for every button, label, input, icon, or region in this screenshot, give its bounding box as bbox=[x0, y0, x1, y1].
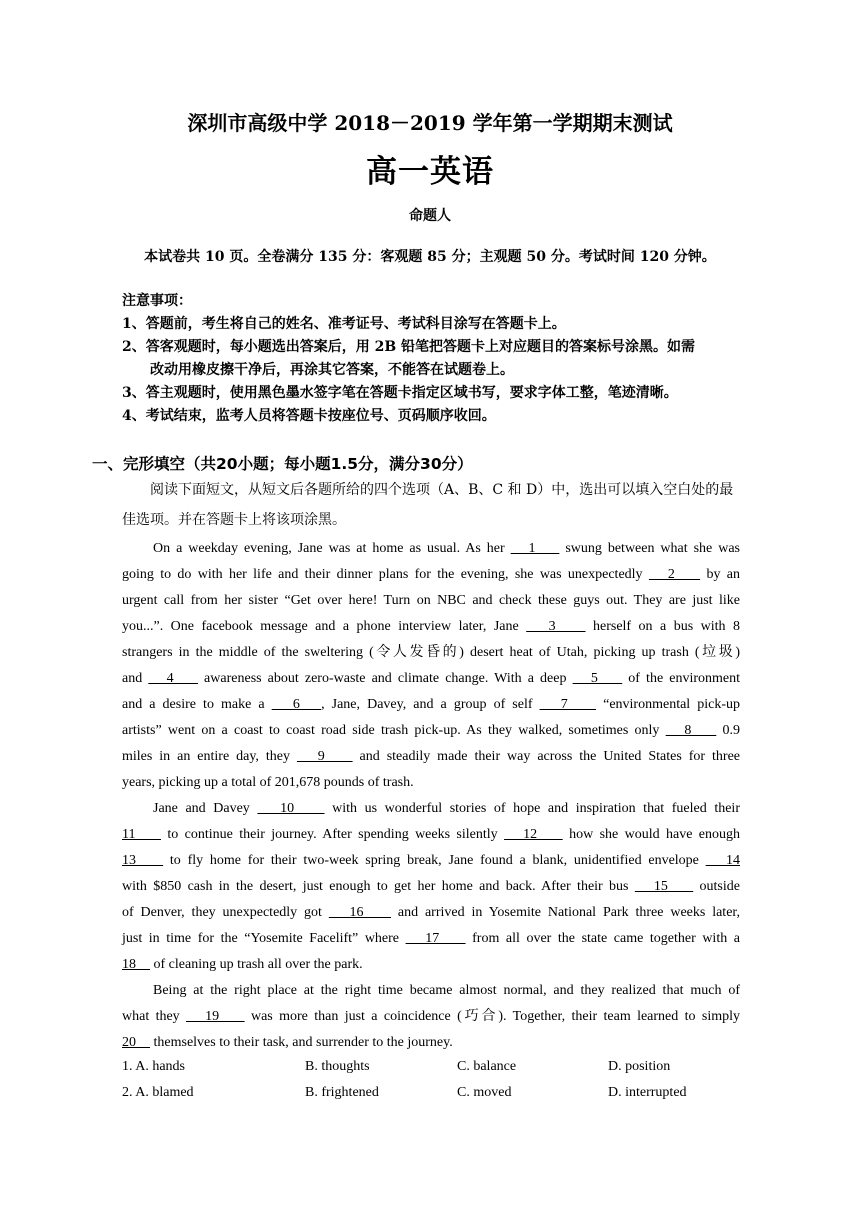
passage-text: and steadily made their way across the United States for three bbox=[352, 749, 741, 764]
passage-text: what they bbox=[122, 1009, 187, 1024]
answer-blank: 3 bbox=[526, 619, 586, 634]
note-item: 2、答客观题时，每小题选出答案后，用 2B 铅笔把答题卡上对应题目的答案标号涂黑。如需 bbox=[122, 339, 696, 355]
passage-text: “environmental pick-up bbox=[596, 697, 741, 712]
passage-line bbox=[122, 536, 740, 562]
passage-line bbox=[122, 718, 740, 744]
answer-blank: 5 bbox=[572, 671, 623, 686]
answer-blank: 17 bbox=[405, 931, 466, 946]
passage-text: was more than just a coincidence (巧合). Together, their team learned to simply bbox=[244, 1009, 740, 1024]
passage-line bbox=[122, 692, 740, 718]
passage-line bbox=[122, 562, 740, 588]
note-item-continued: 改动用橡皮擦干净后，再涂其它答案，不能答在试题卷上。 bbox=[150, 362, 514, 378]
passage-text: and bbox=[122, 671, 149, 686]
answer-blank: 2 bbox=[648, 567, 701, 582]
passage-text: how she would have enough bbox=[562, 827, 741, 842]
exam-info: 本试卷共 10 页。全卷满分 135 分：客观题 85 分；主观题 50 分。考试时间 120 分钟。 bbox=[144, 249, 716, 265]
answer-blank: 11 bbox=[122, 827, 161, 842]
answer-blank: 15 bbox=[634, 879, 694, 894]
answer-blank: 10 bbox=[257, 801, 325, 816]
passage-text: strangers in the middle of the sweltering (令人发昏的) desert heat of Utah, picking up trash (垃圾) bbox=[122, 645, 740, 660]
option-d: D. interrupted bbox=[608, 1085, 687, 1100]
notes-section bbox=[122, 290, 742, 428]
passage bbox=[122, 536, 740, 1056]
passage-line bbox=[122, 796, 740, 822]
passage-text: , Jane, Davey, and a group of self bbox=[321, 697, 540, 712]
passage-line bbox=[122, 770, 740, 796]
answer-blank: 16 bbox=[328, 905, 391, 920]
passage-text: swung between what she was bbox=[559, 541, 741, 556]
notes-heading: 注意事项： bbox=[122, 293, 192, 309]
answer-blank: 18 bbox=[122, 957, 150, 972]
passage-text: years, picking up a total of 201,678 pounds of trash. bbox=[122, 775, 414, 790]
passage-text: to continue their journey. After spending weeks silently bbox=[161, 827, 505, 842]
passage-text: miles in an entire day, they bbox=[122, 749, 297, 764]
option-a: 2. A. blamed bbox=[122, 1085, 194, 1100]
answer-blank: 13 bbox=[122, 853, 164, 868]
option-a: 1. A. hands bbox=[122, 1059, 185, 1074]
option-c: C. balance bbox=[457, 1059, 517, 1074]
passage-text: herself on a bus with 8 bbox=[585, 619, 740, 634]
answer-blank: 12 bbox=[504, 827, 563, 842]
exam-title: 深圳市高级中学 2018－2019 学年第一学期期末测试 bbox=[187, 111, 673, 135]
section-instruction: 阅读下面短文，从短文后各题所给的四个选项（A、B、C 和 D）中，选出可以填入空白处的最佳选项。并在答题卡上将该项涂黑。 bbox=[122, 482, 734, 528]
passage-text: of cleaning up trash all over the park. bbox=[150, 957, 363, 972]
passage-line bbox=[122, 874, 740, 900]
passage-line bbox=[122, 588, 740, 614]
passage-text: just in time for the “Yosemite Facelift” where bbox=[122, 931, 406, 946]
passage-line bbox=[122, 614, 740, 640]
option-row bbox=[122, 1054, 740, 1080]
author-label: 命题人 bbox=[409, 208, 451, 224]
answer-blank: 8 bbox=[665, 723, 717, 738]
passage-line bbox=[122, 1030, 740, 1056]
passage-text: with us wonderful stories of hope and inspiration that fueled their bbox=[324, 801, 740, 816]
passage-text: awareness about zero-waste and climate change. With a deep bbox=[197, 671, 573, 686]
passage-text: of Denver, they unexpectedly got bbox=[122, 905, 329, 920]
passage-text: by an bbox=[700, 567, 741, 582]
passage-text: from all over the state came together with a bbox=[465, 931, 740, 946]
note-item: 4、考试结束，监考人员将答题卡按座位号、页码顺序收回。 bbox=[122, 408, 496, 424]
passage-text: On a weekday evening, Jane was at home as usual. As her bbox=[153, 541, 511, 556]
passage-text: you...”. One facebook message and a phone interview later, Jane bbox=[122, 619, 527, 634]
passage-text: themselves to their task, and surrender to the journey. bbox=[150, 1035, 453, 1050]
section-heading: 一、完形填空（共20小题；每小题1.5分，满分30分） bbox=[92, 455, 473, 473]
note-item: 3、答主观题时，使用黑色墨水签字笔在答题卡指定区域书写，要求字体工整，笔迹清晰。 bbox=[122, 385, 678, 401]
passage-text: 0.9 bbox=[716, 723, 741, 738]
passage-text: of the environment bbox=[622, 671, 741, 686]
subject-title: 高一英语 bbox=[366, 154, 494, 190]
passage-text: outside bbox=[693, 879, 740, 894]
passage-line bbox=[122, 926, 740, 952]
answer-blank: 1 bbox=[510, 541, 560, 556]
option-c: C. moved bbox=[457, 1085, 512, 1100]
passage-line bbox=[122, 666, 740, 692]
answer-blank: 4 bbox=[148, 671, 198, 686]
passage-line bbox=[122, 848, 740, 874]
passage-line bbox=[122, 640, 740, 666]
passage-text: and arrived in Yosemite National Park three weeks later, bbox=[390, 905, 741, 920]
passage-line bbox=[122, 978, 740, 1004]
passage-text: with $850 cash in the desert, just enough to get her home and back. After their bus bbox=[122, 879, 635, 894]
note-item: 1、答题前，考生将自己的姓名、准考证号、考试科目涂写在答题卡上。 bbox=[122, 316, 566, 332]
option-b: B. thoughts bbox=[305, 1059, 370, 1074]
passage-line bbox=[122, 952, 740, 978]
passage-line bbox=[122, 900, 740, 926]
answer-blank: 14 bbox=[705, 853, 741, 868]
option-row bbox=[122, 1080, 740, 1106]
passage-text: going to do with her life and their dinner plans for the evening, she was unexpectedly bbox=[122, 567, 649, 582]
passage-text: urgent call from her sister “Get over here! Turn on NBC and check these guys out. They are just like bbox=[122, 593, 740, 608]
passage-text: artists” went on a coast to coast road side trash pick-up. As they walked, sometimes only bbox=[122, 723, 666, 738]
answer-blank: 7 bbox=[539, 697, 597, 712]
answer-blank: 19 bbox=[186, 1009, 245, 1024]
answer-blank: 20 bbox=[122, 1035, 150, 1050]
passage-text: to fly home for their two-week spring break, Jane found a blank, unidentified envelope bbox=[163, 853, 706, 868]
answer-blank: 6 bbox=[271, 697, 322, 712]
passage-text: Being at the right place at the right time became almost normal, and they realized that much of bbox=[153, 983, 740, 998]
option-b: B. frightened bbox=[305, 1085, 379, 1100]
passage-line bbox=[122, 744, 740, 770]
option-d: D. position bbox=[608, 1059, 671, 1074]
passage-line bbox=[122, 1004, 740, 1030]
options-list bbox=[122, 1054, 740, 1106]
passage-text: and a desire to make a bbox=[122, 697, 272, 712]
passage-text: Jane and Davey bbox=[153, 801, 258, 816]
passage-line bbox=[122, 822, 740, 848]
answer-blank: 9 bbox=[296, 749, 353, 764]
